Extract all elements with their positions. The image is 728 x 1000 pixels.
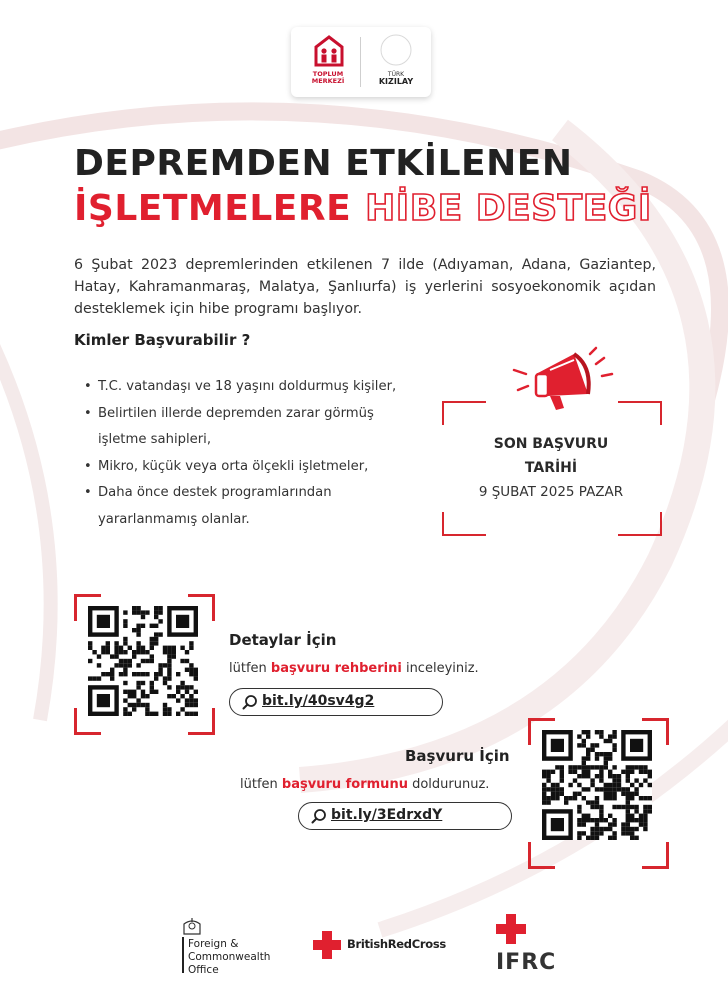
application-link[interactable]: bit.ly/3EdrxdY (331, 807, 443, 823)
search-icon (242, 694, 258, 710)
red-crescent-icon (496, 912, 560, 946)
qr-code-icon[interactable] (88, 606, 198, 716)
list-item: • Belirtilen illerde depremden zarar görmüş işletme sahipleri, (76, 401, 406, 454)
turk-kizilay-crescent-icon (379, 33, 413, 67)
ifrc-wordmark: IFRC (496, 950, 557, 975)
list-item: • Mikro, küçük veya orta ölçekli işletmeler, (76, 454, 406, 481)
fco-wordmark: Foreign & Commonwealth Office (188, 938, 271, 976)
deadline-title: SON BAŞVURU TARİHİ (493, 436, 609, 476)
application-heading: Başvuru İçin (405, 747, 510, 765)
qr-code-icon[interactable] (542, 730, 652, 840)
list-item: • Daha önce destek programlarından yararlanmamış olanlar. (76, 480, 406, 533)
british-red-cross-wordmark: BritishRedCross (347, 937, 446, 951)
details-heading: Detaylar İçin (229, 631, 337, 649)
partner-logo-card (291, 27, 431, 97)
title-solid-part: İŞLETMELERE (74, 188, 352, 229)
intro-paragraph: 6 Şubat 2023 depremlerinden etkilenen 7 ilde (Adıyaman, Adana, Gaziantep, Hatay, Kahramanmaraş, Malatya, Şanlıurfa) iş yerlerini sosyoekonomik açıdan desteklemek için hibe programı başlıyor. (74, 257, 656, 317)
details-link[interactable]: bit.ly/40sv4g2 (262, 693, 375, 709)
main-title-line1: DEPREMDEN ETKİLENEN (74, 143, 573, 184)
details-instruction: lütfen başvuru rehberini inceleyiniz. (229, 661, 479, 676)
list-item: • T.C. vatandaşı ve 18 yaşını doldurmuş kişiler, (76, 374, 406, 401)
red-cross-icon (313, 931, 341, 959)
search-icon (311, 808, 327, 824)
main-title-line2 (74, 188, 652, 229)
details-link-pill[interactable] (229, 688, 443, 716)
toplum-merkezi-wordmark: TOPLUM MERKEZİ (311, 70, 345, 85)
eligibility-list (76, 374, 406, 533)
application-link-pill[interactable] (298, 802, 512, 830)
megaphone-icon (508, 346, 616, 416)
toplum-merkezi-logo-icon (314, 35, 344, 67)
turk-kizilay-wordmark: TÜRK KIZILAY (378, 71, 414, 86)
title-outline-part: HİBE DESTEĞİ (365, 188, 652, 229)
eligibility-heading: Kimler Başvurabilir ? (74, 331, 251, 349)
deadline-date: 9 ŞUBAT 2025 PAZAR (478, 484, 624, 500)
fco-divider (182, 937, 184, 973)
royal-crest-icon (181, 916, 203, 936)
application-instruction: lütfen başvuru formunu doldurunuz. (240, 777, 490, 792)
